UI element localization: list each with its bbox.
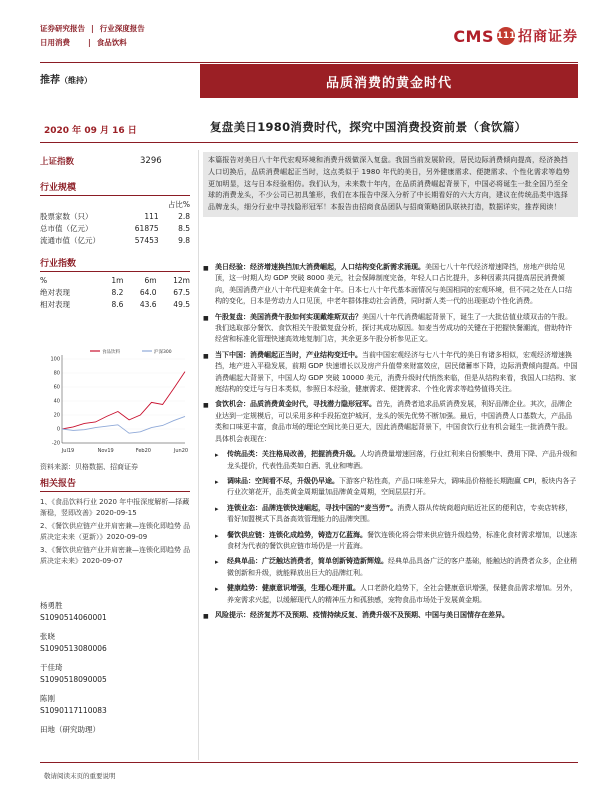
- cell: 1m: [111, 276, 124, 285]
- cell: 总市值（亿元）: [40, 224, 93, 233]
- divider: [40, 762, 578, 763]
- related-report-link[interactable]: 1、《食品饮料行业 2020 年中报深度解析—择藏渐稳，竖即改善》2020-09-15: [40, 498, 190, 517]
- point-head: 食饮机会：品质消费黄金时代，寻找潜力隐形冠军。: [215, 400, 376, 409]
- triangle-bullet-icon: ▸: [215, 504, 219, 513]
- sub-head: 餐饮供应链：连锁化成趋势，铸造万亿蓝海。: [227, 530, 367, 539]
- table-row: [40, 199, 190, 211]
- square-bullet-icon: ■: [203, 265, 209, 272]
- sub-point: [215, 449, 578, 472]
- related-title: 相关报告: [40, 479, 77, 489]
- x-tick-label: Nov19: [97, 448, 114, 454]
- sub-head: 经典单品：广泛触达消费者，简单创新铸造新辉煌。: [227, 557, 388, 566]
- point-head: 午股复盘：美国消费午股如何实现戴维斯双击？: [215, 312, 362, 321]
- sub-head: 调味品：空间看不尽，升级仍早途。: [227, 476, 339, 485]
- perf-table: [40, 275, 190, 311]
- risk-body: 经济复苏不及预期、疫情持续反复、消费升级不及预期、中国与美日国情存在差异。: [250, 610, 509, 619]
- sub-body: 消费人群从传统商超向贴近社区的便利店，专卖店转移，看好加盟模式下具备高效管理能力的品牌突围。: [227, 503, 573, 524]
- related-report-link[interactable]: 3、《餐饮供应链产业并肩密兼—连锁化即趋势 品质决定未来》2020-09-07: [40, 546, 191, 565]
- scale-title: 行业规模: [40, 183, 77, 193]
- chart-source: 资料来源：贝格数据、招商证券: [40, 463, 138, 471]
- related-report-link[interactable]: 2、《餐饮供应链产业并肩密兼—连锁化即趋势 品质决定未来（更新）》2020-09-09: [40, 522, 191, 541]
- index-row: [40, 155, 190, 167]
- y-tick-label: 0: [56, 426, 60, 433]
- analyst-id: S1090117110083: [40, 706, 107, 715]
- table-row: [40, 299, 190, 311]
- divider: [40, 62, 578, 63]
- table-row: [40, 287, 190, 299]
- triangle-bullet-icon: ▸: [215, 451, 219, 460]
- x-tick-label: Jul19: [61, 448, 75, 454]
- y-tick-label: 40: [53, 398, 60, 405]
- sub-head: 健康趋势：健康意识增强，生理心理并重。: [227, 584, 360, 593]
- sub-point: [215, 583, 578, 606]
- related-section: [40, 476, 190, 492]
- series-line: [62, 372, 185, 429]
- cell: 57453: [134, 236, 159, 245]
- sub-head: 连锁业态：品牌连锁快速崛起，寻找中国的“麦当劳”。: [227, 503, 398, 512]
- table-row: [40, 223, 190, 235]
- key-point: [203, 350, 578, 396]
- report-date: 2020 年 09 月 16 日: [44, 126, 137, 136]
- divider: [40, 491, 190, 492]
- column-divider: [198, 150, 199, 760]
- cell: 43.6: [139, 300, 157, 309]
- sub-body: 经典单品具备广泛的客户基础，能触达的消费者众多，企业稍微创新和升级，就能释放出巨大的品牌红利。: [227, 557, 577, 577]
- cell: 绝对表现: [40, 288, 70, 297]
- analyst-name: 于佳琦: [40, 663, 63, 672]
- cell: 64.0: [139, 288, 157, 297]
- triangle-bullet-icon: ▸: [215, 558, 219, 567]
- rating: [40, 71, 92, 86]
- triangle-bullet-icon: ▸: [215, 585, 219, 594]
- table-row: [40, 235, 190, 247]
- report-tags: 证券研究报告 | 行业深度报告 日用消费 | 食品饮料: [40, 22, 145, 50]
- analyst-id: S1090518090005: [40, 675, 107, 684]
- key-point: [203, 312, 578, 346]
- cell: 股票家数（只）: [40, 212, 93, 221]
- point-body: 首先，消费者追求品质消费发展，利好品牌企业。其次，品牌企业达到一定规模后，可以采用多种手段拓宽护城河，龙头的领先优势不断加强。最后，中国消费人口基数大，产品品类和口味更丰富，食品市场的理论空间比美日更大，因此消费崛起背景下，中国食饮行业有机会诞生一批消费午股。具体机会表现在：: [215, 400, 572, 443]
- index-label: 上证指数: [40, 157, 75, 167]
- divider: [40, 195, 190, 196]
- square-bullet-icon: ■: [203, 314, 209, 322]
- cell: 6m: [144, 276, 157, 285]
- sub-body: 人口老龄化趋势下，全社会健康意识增强，保健食品需求增加。另外，养宠需求兴起，以缓解现代人的精神压力和孤独感，宠物食品市场处于发展黄金期。: [227, 584, 577, 604]
- rating-label: 推荐: [40, 75, 60, 86]
- cell: 49.5: [173, 300, 190, 309]
- analyst-note: 田地（研究助理）: [40, 725, 100, 734]
- disclaimer: 敬请阅读末页的重要说明: [44, 772, 116, 780]
- sub-point: [215, 503, 578, 526]
- analyst-name: 杨勇胜: [40, 601, 63, 610]
- scale-section: [40, 180, 190, 247]
- cell: 8.6: [111, 300, 124, 309]
- square-bullet-icon: ■: [203, 352, 209, 360]
- logo-cms: CMS: [453, 26, 494, 46]
- index-value: 3296: [140, 156, 162, 166]
- analyst-list: [40, 600, 190, 736]
- table-row: [40, 275, 190, 287]
- rating-sub: （维持）: [60, 76, 92, 85]
- sub-point: [215, 530, 578, 553]
- cell: 8.5: [178, 224, 190, 233]
- sub-body: 餐饮连锁化将会带来供应链升级趋势，标准化食材需求增加，以速冻食材为代表的餐饮供应链市场仍是一片蓝海。: [227, 530, 577, 550]
- logo-badge-icon: 111: [497, 27, 515, 45]
- cell: 9.8: [178, 236, 190, 245]
- x-tick-label: Feb20: [135, 448, 151, 454]
- scale-header: 占比%: [167, 200, 190, 209]
- cell: 8.2: [111, 288, 124, 297]
- theme-banner: 品质消费的黄金时代: [200, 64, 578, 98]
- y-tick-label: 100: [50, 356, 60, 363]
- y-tick-label: -20: [51, 440, 60, 447]
- legend-label: 食品饮料: [102, 350, 120, 355]
- table-row: [40, 211, 190, 223]
- point-head: 当下中国：消费崛起正当时，产业结构变迁中。: [215, 350, 362, 359]
- related-list: [40, 497, 192, 569]
- sub-body: 下游客户粘性高，产品口味差异大，调味品价格能长期跑赢 CPI，板块内各子行业次第花开，品类黄金周期量加品牌黄金周期，空间层层打开。: [227, 476, 577, 497]
- cell: 流通市值（亿元）: [40, 236, 100, 245]
- cell: 2.8: [178, 212, 190, 221]
- sub-body: 人均消费量增速回落，行业红利来自份额集中、费用下降、产品升级和龙头提价，代表性品类如白酒、乳业和啤酒。: [227, 450, 577, 470]
- cell: 61875: [134, 224, 159, 233]
- divider: [40, 271, 190, 272]
- point-body: 当前中国宏观经济与七八十年代的美日有诸多相似，宏观经济增速换挡，地产进入平稳发展，前期 GDP 快速增长以及房产升值带来财富效应，居民储蓄率下降，边际消费倾向提高。中国消费崛起大背景下，中国人均 GDP 突破 10000 美元，消费升级时代悄然来临，但是从结构来看，我国人口结构、家庭结构的变迁与与日本类似，参照日本经验，健康需求、便捷需求、个性化需求等趋势值得关注。: [215, 350, 578, 394]
- y-tick-label: 60: [53, 384, 60, 391]
- report-title: 复盘美日1980消费时代，探究中国消费投资前景（食饮篇）: [210, 120, 527, 134]
- perf-title: 行业指数: [40, 259, 77, 269]
- x-tick-label: Jun20: [173, 448, 189, 454]
- legend-label: 沪深300: [154, 350, 172, 355]
- cell: 111: [144, 212, 159, 221]
- perf-section: [40, 256, 190, 311]
- tag-industry-report: 行业深度报告: [99, 24, 145, 33]
- triangle-bullet-icon: ▸: [215, 477, 219, 486]
- point-body: 美国七八十年代经济增速降挡，房地产供给见顶，这一时期人均 GDP 突破 8000 美元，社会保障制度完备，年轻人口占比提升，多种因素共同提高居民消费倾向，美国消费产业八十年代迎来黄金十年。日本七八十年代基本面情况与美国相同的宏观环境，但不同之处在人口结构的变化，日本是劳动力人口见顶，中老年群体推动社会消费，同时新人类一代的出现驱动个性化消费。: [215, 263, 572, 306]
- performance-chart: [40, 345, 190, 460]
- cell: %: [40, 276, 48, 285]
- scale-table: [40, 199, 190, 247]
- logo-cn: 招商证券: [518, 29, 578, 45]
- y-tick-label: 20: [53, 412, 60, 419]
- divider: [40, 142, 578, 143]
- sub-head: 传统品类：关注格局改善，把握消费升级。: [227, 450, 360, 459]
- tag-daily-consumption: 日用消费: [40, 38, 70, 47]
- summary-box: 本篇报告对美日八十年代宏观环境和消费升级做深入复盘。我国当前发展阶段，居民边际消费倾向提高，经济换挡人口切换后，品质消费崛起正当时，这点类似于 1980 年代的美日，另外健康需求、便捷需求、个性化需求等趋势更加明显，这与日本经验相仿。我们认为，未来数十年内，在品质消费崛起背景下，中国必将诞生一批全国乃至全球的消费龙头，不少公司已初具雏形，我们在本报告中深入分析了中长期看好的六大方向，建议在传统品类中选择品牌龙头，细分行业中寻找隐形冠军！本报告由招商食品团队与招商策略团队联袂打造，数据详实，推荐阅读！: [203, 152, 578, 217]
- sub-point: [215, 476, 578, 499]
- risk-point: [203, 610, 578, 622]
- cell: 67.5: [173, 288, 190, 297]
- cell: 相对表现: [40, 300, 70, 309]
- tag-securities-report: 证券研究报告: [40, 24, 85, 33]
- square-bullet-icon: ■: [203, 402, 209, 410]
- analyst-name: 陈刚: [40, 694, 55, 703]
- key-point: [203, 262, 578, 308]
- company-logo: [453, 26, 578, 46]
- analyst-id: S1090513080006: [40, 644, 107, 653]
- analyst-id: S1090514060001: [40, 613, 107, 622]
- key-point: [203, 399, 578, 445]
- point-head: 美日经验：经济增速换挡加大消费崛起，人口结构变化新需求涌现。: [215, 263, 425, 271]
- triangle-bullet-icon: ▸: [215, 531, 219, 540]
- square-bullet-icon: ■: [203, 612, 209, 620]
- sub-point: [215, 556, 578, 579]
- analyst-name: 张晓: [40, 632, 55, 641]
- point-body: 美国八十年代消费崛起背景下，诞生了一大批估值业绩双击的午股。我们选取部分餐饮、食饮相关午股做复盘分析，探讨其成功原因。如麦当劳成功的关键在于把握快餐潮流，借助特许经营和标准化管理快速高效地复制门店，其余更多午股分析参见正文。: [215, 312, 572, 344]
- key-points: [203, 262, 578, 626]
- cell: 12m: [173, 276, 190, 285]
- tag-food-beverage: 食品饮料: [96, 38, 127, 47]
- risk-head: 风险提示：: [215, 610, 250, 619]
- y-tick-label: 80: [53, 370, 60, 377]
